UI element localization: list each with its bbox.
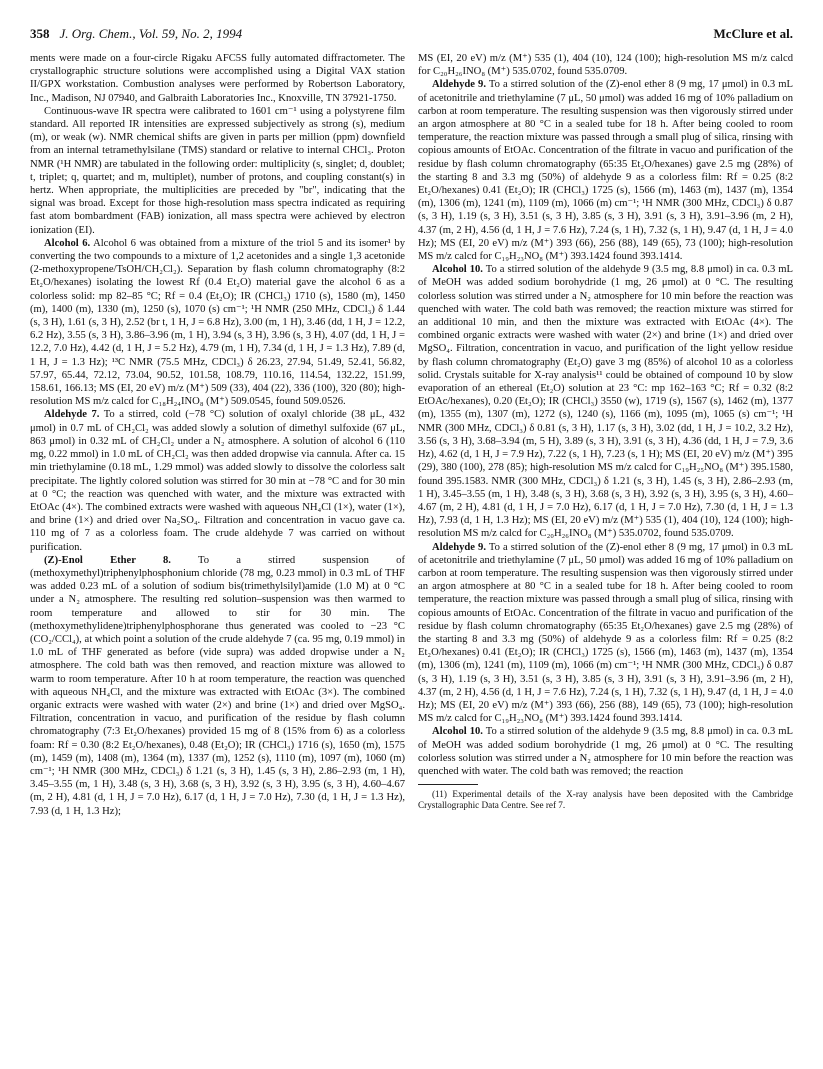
paragraph-body: To a stirred solution of the aldehyde 9 (3.5 mg, 8.8 μmol) in ca. 0.3 mL of MeOH was added sodium borohydride (1 mg, 26 μmol) at 0 °C. The resulting colorless solution was stirred under a N₂ atmosphere for 10 min before the reaction was quenched with water. The cold bath was removed; the reaction mixture was stirred for an additional 10 min, and then the mixture was extracted with EtOAc (4×). The combined organic extracts were washed with water (2×) and brine (1×) and dried over MgSO₄. Filtration, concentration in vacuo, and purification of the light yellow residue by flash column chromatography (Et₂O) gave 3 mg (85%) of alcohol 10 as a colorless solid. Crystals suitable for X-ray analysis¹¹ could be obtained of compound 10 by slow evaporation of an ethereal (Et₂O) solution at 23 °C: mp 162–163 °C; Rf = 0.32 (8:2 EtOAc/hexanes), 0.20 (Et₂O); IR (CHCl₃) 3550 (w), 1719 (s), 1567 (s), 1462 (m), 1377 (m), 1355 (m), 1307 (m), 1272 (s), 1240 (s), 1166 (m), 1095 (m), 1065 (s) cm⁻¹; ¹H NMR (300 MHz, CDCl₃) δ 0.81 (s, 3 H), 1.17 (s, 3 H), 3.02 (dd, 1 H, J = 10.2, 3.2 Hz), 3.56 (s, 3 H), 3.68–3.94 (m, 5 H), 3.89 (s, 3 H), 3.91 (s, 3 H), 4.36 (dd, 1 H, J = 7.9, 3.6 Hz), 4.62 (d, 1 H, J = 7.9 Hz), 7.22 (s, 1 H), 7.23 (s, 1 H); MS (EI, 20 eV) m/z (M⁺) 395 (29), 380 (100), 278 (85); high-resolution MS m/z calcd for C₁₉H₂₅NO₈ (M⁺) 395.1580, found 395.1583. NMR (300 MHz, CDCl₃) δ 1.21 (s, 3 H), 1.45 (s, 3 H), 2.86–2.93 (m, 1 H), 3.45–3.55 (m, 1 H), 3.48 (s, 3 H), 3.68 (s, 3 H), 3.92 (s, 3 H), 3.95 (s, 3 H), 4.60–4.67 (m, 2 H), 4.81 (d, 1 H, J = 7.0 Hz), 6.17 (d, 1 H, J = 7.0 Hz), 7.30 (d, 1 H, J = 1.3 Hz), 7.93 (d, 1 H, 1.3 Hz); MS (EI, 20 eV) m/z (M⁺) 535 (1), 404 (10), 124 (100); high-resolution MS m/z calcd for C₂₀H₂₆INO₈ (M⁺) 535.0702, found 535.0709. <box>418 264 794 540</box>
paragraph-body: To a stirred, cold (−78 °C) solution of oxalyl chloride (38 μL, 432 μmol) in 0.7 mL of CH₂Cl₂ was added slowly a solution of dimethyl sulfoxide (67 μL, 863 μmol) in 0.32 mL of CH₂Cl₂ under a N₂ atmosphere. A solution of alcohol 6 (110 mg, 0.22 mmol) in 1.0 mL of CH₂Cl₂ was then added dropwise via cannula. After ca. 15 min triethylamine (0.18 mL, 1.29 mmol) was added slowly to dissolve the colorless salt precipitate. The lightly colored solution was stirred for 30 min at −78 °C and for 30 min at 0 °C; the reaction was quenched with water, and the mixture was extracted with EtOAc (4×). The combined extracts were washed with aqueous NH₄Cl (1×), water (1×), and brine (1×) and dried over Na₂SO₄. Filtration and concentration in vacuo gave ca. 110 mg of 7 as a colorless foam. The crude aldehyde 7 was carried on without purification. <box>30 409 405 553</box>
paragraph-body: Alcohol 6 was obtained from a mixture of the triol 5 and its isomer¹ by converting the two compounds to a mixture of 1,2 acetonides and a single 1,3 acetonide (2-methoxypropene/TsOH/CH₂Cl₂). Separation by flash column chromatography (8:2 Et₂O/hexanes) isolating the lowest Rf (0.4 Et₂O) material gave the alcohol 6 as a colorless solid: mp 82–85 °C; Rf = 0.4 (Et₂O); IR (CHCl₃) 1710 (s), 1580 (m), 1450 (m), 1400 (m), 1330 (m), 1250 (s), 1070 (s) cm⁻¹; ¹H NMR (250 MHz, CDCl₃) δ 1.44 (s, 3 H), 1.61 (s, 3 H), 2.52 (br t, 1 H, J = 6.8 Hz), 3.00 (m, 1 H), 3.46 (dd, 1 H, J = 12.2, 6.2 Hz), 3.55 (s, 3 H), 3.86–3.96 (m, 1 H), 3.94 (s, 3 H), 3.96 (s, 3 H), 4.07 (dd, 1 H, J = 12.2, 7.0 Hz), 4.42 (d, 1 H, J = 5.2 Hz), 4.79 (m, 1 H), 7.34 (d, 1 H, J = 1.3 Hz), 7.89 (d, 1 H, J = 1.3 Hz); ¹³C NMR (75.5 MHz, CDCl₃) δ 26.23, 27.94, 51.49, 52.41, 56.82, 57.97, 65.44, 72.12, 73.04, 90.52, 101.58, 108.79, 110.16, 114.54, 132.22, 151.99, 158.61, 166.13; MS (EI, 20 eV) m/z (M⁺) 509 (33), 404 (22), 336 (100), 320 (80); high-resolution MS m/z calcd for C₁₈H₂₄INO₈ (M⁺) 509.0545, found 509.0526. <box>30 237 405 408</box>
run-in-heading: (Z)-Enol Ether 8. <box>44 554 171 566</box>
paragraph-body: To a stirred solution of the (Z)-enol ether 8 (9 mg, 17 μmol) in 0.3 mL of acetonitrile and triethylamine (7 μL, 50 μmol) was added 16 mg of 10% palladium on carbon at room temperature. The resulting suspension was then vigorously stirred under an argon atmosphere at 80 °C in a sealed tube for 18 h. After being cooled to room temperature, the reaction mixture was passed through a small plug of silica, rinsing with copious amounts of EtOAc. Concentration of the filtrate in vacuo and purification of the residue by flash column chromatography (65:35 Et₂O/hexanes) gave 2.5 mg (28%) of the starting 8 and 3.3 mg (50%) of aldehyde 9 as a colorless film: Rf = 0.25 (8:2 Et₂O/hexanes) 0.41 (Et₂O); IR (CHCl₃) 1725 (s), 1566 (m), 1463 (m), 1437 (m), 1354 (m), 1306 (m), 1241 (m), 1109 (m), 1066 (m) cm⁻¹; ¹H NMR (300 MHz, CDCl₃) δ 0.87 (s, 3 H), 1.19 (s, 3 H), 3.51 (s, 3 H), 3.85 (s, 3 H), 3.91 (s, 3 H), 3.91–3.96 (m, 2 H), 4.37 (m, 2 H), 4.56 (d, 1 H, J = 7.6 Hz), 7.24 (s, 1 H), 7.32 (s, 1 H), 9.47 (d, 1 H, J = 4.0 Hz); MS (EI, 20 eV) m/z (M⁺) 393 (66), 256 (88), 149 (65), 73 (100); high-resolution MS m/z calcd for C₁₉H₂₃NO₈ (M⁺) 393.1424 found 393.1414. <box>418 541 793 725</box>
footnote-11: (11) Experimental details of the X-ray analysis have been deposited with the Cambridge Crystallographic Data Centre. See ref 7. <box>418 789 793 811</box>
paragraph-aldehyde-9-repeat <box>418 541 793 726</box>
paragraph-body: To a stirred solution of the aldehyde 9 (3.5 mg, 8.8 μmol) in ca. 0.3 mL of MeOH was added sodium borohydride (1 mg, 26 μmol) at 0 °C. The resulting colorless solution was stirred under a N₂ atmosphere for 10 min before the reaction was quenched with water. The cold bath was removed; the reaction <box>418 726 794 777</box>
running-authors: McClure et al. <box>713 26 793 41</box>
run-in-heading: Alcohol 10. <box>432 264 483 276</box>
paragraph-alcohol-10-repeat <box>418 725 793 778</box>
paragraph-aldehyde-7 <box>30 408 405 553</box>
paragraph-spectra-conventions: Continuous-wave IR spectra were calibrated to 1601 cm⁻¹ using a polystyrene film standard. All reported IR intensities are expressed subjectively as strong (s), medium (m), or weak (w). NMR chemical shifts are given in parts per million (ppm) downfield from an internal tetramethylsilane (TMS) standard or relative to internal CHCl₃. Proton NMR (¹H NMR) are tabulated in the following order: multiplicity (s, singlet; d, doublet; t, triplet; q, quartet; and m, multiplet), number of protons, and coupling constant(s) in hertz. When appropriate, the multiplicities are preceded by "br", indicating that the signal was broad. Except for those high-resolution mass spectra indicated as requiring fast atom bombardment (FAB) ionization, all mass spectra were achieved by electron ionization (EI). <box>30 105 405 236</box>
run-in-heading: Alcohol 6. <box>44 237 91 249</box>
paragraph-ms-continued: MS (EI, 20 eV) m/z (M⁺) 535 (1), 404 (10), 124 (100); high-resolution MS m/z calcd for C₂₀H₂₆INO₈ (M⁺) 535.0702, found 535.0709. <box>418 53 793 78</box>
paragraph-alcohol-6 <box>30 237 405 409</box>
left-column <box>30 52 405 818</box>
paragraph-instrumentation: ments were made on a four-circle Rigaku AFC5S fully automated diffractometer. The crystallographic structure solutions were accomplished using a Digital VAX station II/GPX workstation. Combustion analyses were performed by Robertson Laboratory, Inc., Madison, NJ 07940, and Galbraith Laboratories Inc., Knoxville, TN 37921-1750. <box>30 53 405 104</box>
paragraph-body: To a stirred suspension of (methoxymethyl)triphenylphosphonium chloride (78 mg, 0.23 mmol) in 0.3 mL of THF was added 0.23 mL of a solution of sodium bis(trimethylsilyl)amide (1.0 M) at 0 °C under a N₂ atmosphere. The resulting red solution–suspension was then warmed to room temperature and allowed to stir for 30 min. The (methoxymethylidene)triphenylphosphorane thus generated was cooled to −23 °C (CO₂/CCl₄), at which point a solution of the crude aldehyde 7 (ca. 95 mg, 0.19 mmol) in 1.0 mL of THF generated as before (vide supra) was added dropwise under a N₂ atmosphere. The cold bath was then removed, and reaction mixture was allowed to warm to room temperature. After 10 h at room temperature, the reaction was quenched with aqueous NH₄Cl, and the mixture was extracted with EtOAc (3×). The combined organic extracts were washed with water (2×) and brine (1×) and dried over MgSO₄. Filtration, concentration in vacuo, and purification of the residue by flash column chromatography (7:3 Et₂O/hexanes) provided 15 mg of 8 (15% from 6) as a colorless foam: Rf = 0.30 (8:2 Et₂O/hexanes), 0.48 (Et₂O); IR (CHCl₃) 1716 (s), 1650 (m), 1575 (m), 1459 (m), 1408 (m), 1364 (m), 1337 (m), 1252 (s), 1110 (m), 1097 (m), 1060 (m) cm⁻¹; ¹H NMR (300 MHz, CDCl₃) δ 1.21 (s, 3 H), 1.45 (s, 3 H), 2.86–2.93 (m, 1 H), 3.45–3.55 (m, 1 H), 3.48 (s, 3 H), 3.68 (s, 3 H), 3.92 (s, 3 H), 3.95 (s, 3 H), 4.60–4.67 (m, 2 H), 4.81 (d, 1 H, J = 7.0 Hz), 6.17 (d, 1 H, J = 7.0 Hz), 7.30 (d, 1 H, J = 1.3 Hz), 7.93 (d, 1 H, 1.3 Hz); <box>30 554 405 817</box>
footnote-divider <box>418 784 478 785</box>
paragraph-aldehyde-9 <box>418 78 793 263</box>
run-in-heading: Aldehyde 9. <box>432 79 486 91</box>
run-in-heading: Aldehyde 9. <box>432 541 486 553</box>
run-in-heading: Alcohol 10. <box>432 726 483 738</box>
paragraph-alcohol-10 <box>418 263 793 540</box>
journal-citation: J. Org. Chem., Vol. 59, No. 2, 1994 <box>59 26 243 41</box>
paragraph-body: To a stirred solution of the (Z)-enol ether 8 (9 mg, 17 μmol) in 0.3 mL of acetonitrile and triethylamine (7 μL, 50 μmol) was added 16 mg of 10% palladium on carbon at room temperature. The resulting suspension was then vigorously stirred under an argon atmosphere at 80 °C in a sealed tube for 18 h. After being cooled to room temperature, the reaction mixture was passed through a small plug of silica, rinsing with copious amounts of EtOAc. Concentration of the filtrate in vacuo and purification of the residue by flash column chromatography (65:35 Et₂O/hexanes) gave 2.5 mg (28%) of the starting 8 and 3.3 mg (50%) of aldehyde 9 as a colorless film: Rf = 0.25 (8:2 Et₂O/hexanes) 0.41 (Et₂O); IR (CHCl₃) 1725 (s), 1566 (m), 1463 (m), 1437 (m), 1354 (m), 1306 (m), 1241 (m), 1109 (m), 1066 (m) cm⁻¹; ¹H NMR (300 MHz, CDCl₃) δ 0.87 (s, 3 H), 1.19 (s, 3 H), 3.51 (s, 3 H), 3.85 (s, 3 H), 3.91 (s, 3 H), 3.91–3.96 (m, 2 H), 4.37 (m, 2 H), 4.56 (d, 1 H, J = 7.6 Hz), 7.24 (s, 1 H), 7.32 (s, 1 H), 9.47 (d, 1 H, J = 4.0 Hz); MS (EI, 20 eV) m/z (M⁺) 393 (66), 256 (88), 149 (65), 73 (100); high-resolution MS m/z calcd for C₁₉H₂₃NO₈ (M⁺) 393.1424 found 393.1414. <box>418 79 793 263</box>
run-in-heading: Aldehyde 7. <box>44 409 100 421</box>
paragraph-enol-ether-8 <box>30 554 405 818</box>
page-number: 358 <box>30 26 50 41</box>
right-column <box>418 52 793 811</box>
running-header <box>30 26 793 46</box>
